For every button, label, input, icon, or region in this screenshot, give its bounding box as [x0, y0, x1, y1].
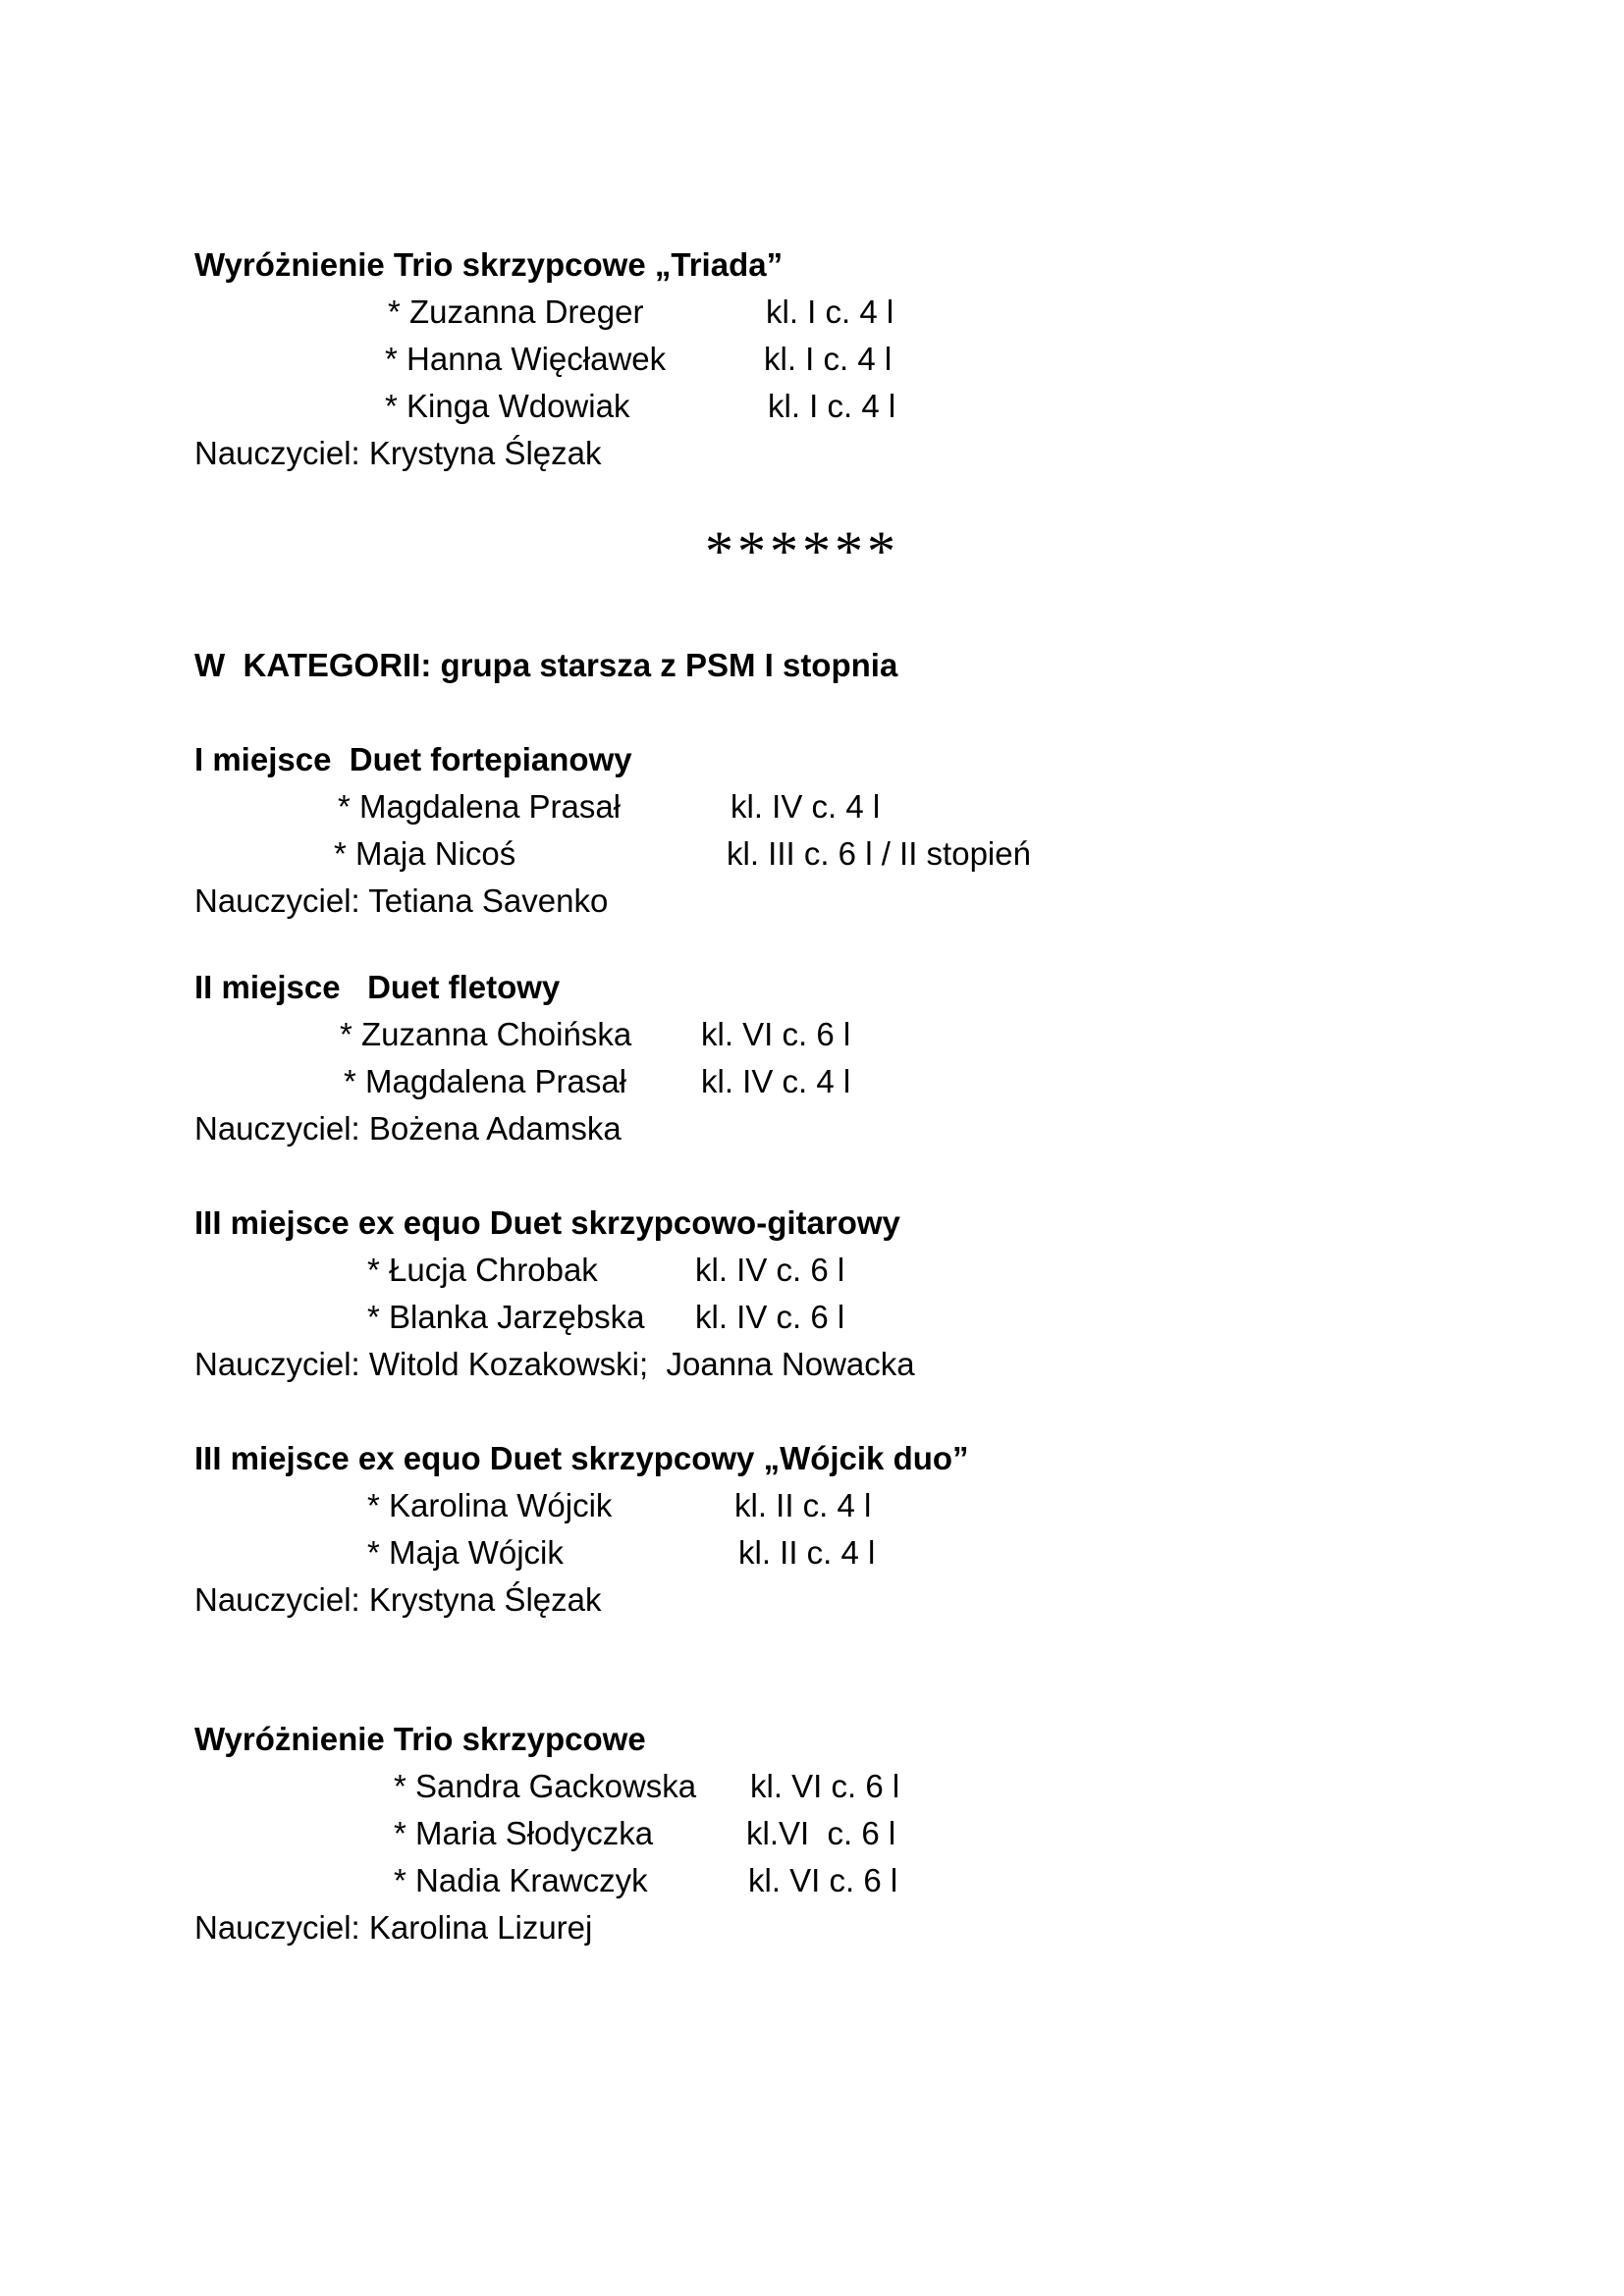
section-heading: Wyróżnienie Trio skrzypcowe — [194, 1721, 646, 1757]
teacher-line: Nauczyciel: Karolina Lizurej — [194, 1909, 593, 1946]
member-class: kl. III c. 6 l / II stopień — [727, 835, 1031, 872]
member-name: * Magdalena Prasał — [338, 788, 622, 825]
member-name: * Łucja Chrobak — [367, 1252, 598, 1288]
member-name: * Magdalena Prasał — [344, 1063, 627, 1099]
member-name: * Nadia Krawczyk — [394, 1862, 648, 1898]
member-class: kl. II c. 4 l — [734, 1487, 872, 1523]
member-class: kl. IV c. 6 l — [695, 1299, 845, 1335]
member-class: kl. II c. 4 l — [738, 1534, 876, 1571]
teacher-line: Nauczyciel: Witold Kozakowski; Joanna Nowacka — [194, 1346, 915, 1382]
member-name: * Maria Słodyczka — [394, 1815, 654, 1851]
member-name: * Karolina Wójcik — [367, 1487, 613, 1523]
member-name: * Kinga Wdowiak — [385, 388, 630, 424]
member-name: * Sandra Gackowska — [394, 1768, 697, 1804]
member-class: kl. VI c. 6 l — [748, 1862, 898, 1898]
member-name: * Hanna Więcławek — [385, 341, 667, 377]
member-class: kl. I c. 4 l — [768, 388, 896, 424]
member-class: kl. IV c. 4 l — [701, 1063, 851, 1099]
section-heading: II miejsce Duet fletowy — [194, 969, 561, 1005]
member-class: kl. VI c. 6 l — [701, 1016, 851, 1052]
separator-stars: ****** — [705, 519, 899, 583]
member-name: * Maja Wójcik — [367, 1534, 564, 1571]
section-heading: III miejsce ex equo Duet skrzypcowy „Wójcik duo” — [194, 1440, 969, 1476]
section-heading: Wyróżnienie Trio skrzypcowe „Triada” — [194, 246, 784, 283]
member-class: kl. I c. 4 l — [766, 294, 894, 330]
teacher-line: Nauczyciel: Bożena Adamska — [194, 1110, 622, 1147]
teacher-line: Nauczyciel: Krystyna Ślęzak — [194, 435, 602, 471]
teacher-line: Nauczyciel: Tetiana Savenko — [194, 882, 609, 919]
member-class: kl. IV c. 6 l — [695, 1252, 845, 1288]
member-class: kl.VI c. 6 l — [746, 1815, 896, 1851]
member-name: * Zuzanna Choińska — [340, 1016, 632, 1052]
section-heading: I miejsce Duet fortepianowy — [194, 741, 632, 777]
teacher-line: Nauczyciel: Krystyna Ślęzak — [194, 1581, 602, 1618]
member-class: kl. IV c. 4 l — [731, 788, 881, 825]
member-name: * Zuzanna Dreger — [388, 294, 644, 330]
member-class: kl. VI c. 6 l — [750, 1768, 900, 1804]
member-name: * Blanka Jarzębska — [367, 1299, 645, 1335]
member-name: * Maja Nicoś — [334, 835, 516, 872]
member-class: kl. I c. 4 l — [764, 341, 893, 377]
section-heading: III miejsce ex equo Duet skrzypcowo-gitarowy — [194, 1204, 900, 1241]
category-heading: W KATEGORII: grupa starsza z PSM I stopnia — [194, 647, 898, 683]
